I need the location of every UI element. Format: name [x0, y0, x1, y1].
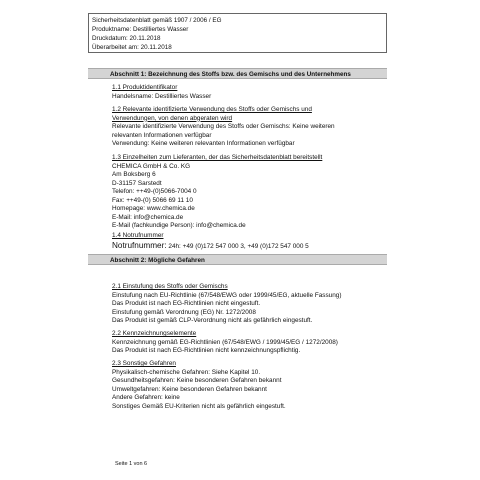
- s12-heading-a: 1.2 Relevante identifizierte Verwendung des Stoffs oder Gemischs und: [112, 106, 312, 113]
- s22-heading: 2.2 Kennzeichnungselemente: [112, 330, 197, 337]
- s11-trade-name: Handelsname: Destilliertes Wasser: [112, 92, 212, 100]
- s12-heading-b: Verwendungen, von denen abgeraten wird: [112, 114, 233, 122]
- header-product: Produktname: Destilliertes Wasser: [92, 26, 189, 33]
- section-2-band: [88, 254, 387, 265]
- s13-homepage: Homepage: www.chemica.de: [112, 205, 195, 212]
- section-1-3: [112, 154, 382, 231]
- s21-heading: 2.1 Einstufung des Stoffs oder Gemischs: [112, 283, 228, 290]
- s23-line-4: Andere Gefahren: keine: [112, 394, 180, 401]
- section-2-2: [112, 330, 382, 356]
- page-number: Seite 1 von 6: [115, 461, 148, 467]
- s12-line-2: relevanten Informationen verfügbar: [112, 131, 212, 139]
- header-revision-date: Überarbeitet am: 20.11.2018: [92, 44, 172, 51]
- s21-line-1: Einstufung nach EU-Richtlinie (67/548/EWG oder 1999/45/EG, aktuelle Fassung): [112, 291, 342, 299]
- section-2-3: [112, 360, 382, 411]
- s13-street: Am Boksberg 6: [112, 171, 156, 178]
- s13-fax: Fax: ++49-(0) 5066 69 11 10: [112, 196, 193, 204]
- section-1-band: [88, 68, 387, 79]
- header-print-date: Druckdatum: 20.11.2018: [92, 35, 161, 42]
- s12-line-1: Relevante identifizierte Verwendung des Stoffs oder Gemischs: Keine weiteren: [112, 123, 335, 130]
- s22-line-1: Kennzeichnung gemäß EG-Richtlinien (67/548/EWG / 1999/45/EG / 1272/2008): [112, 338, 338, 346]
- s23-line-5: Sonstiges Gemäß EU-Kriterien nicht als gefährlich eingestuft.: [112, 402, 286, 410]
- s21-line-2: Das Produkt ist nach EG-Richtlinien nicht eingestuft.: [112, 300, 261, 307]
- section-1-1: [112, 84, 382, 101]
- s23-line-3: Umweltgefahren: Keine besonderen Gefahren bekannt: [112, 385, 267, 393]
- s13-email-tech: E-Mail (fachkundige Person): info@chemica.de: [112, 222, 246, 229]
- s23-line-1: Physikalisch-chemische Gefahren: Siehe Kapitel 10.: [112, 368, 261, 376]
- s13-city: D-31157 Sarstedt: [112, 179, 162, 187]
- s21-line-3: Einstufung gemäß Verordnung (EG) Nr. 1272/2008: [112, 308, 256, 316]
- section-1-2: [112, 106, 382, 149]
- s13-company: CHEMICA GmbH & Co. KG: [112, 162, 191, 170]
- document-header: [88, 13, 387, 53]
- s21-line-4: Das Produkt ist gemäß CLP-Verordnung nicht als gefährlich eingestuft.: [112, 317, 313, 324]
- s12-line-3: Verwendung: Keine weiteren relevanten Informationen verfügbar: [112, 140, 295, 147]
- section-2-1: [112, 283, 382, 326]
- s23-line-2: Gesundheitsgefahren: Keine besonderen Gefahren bekannt: [112, 377, 282, 384]
- s13-email: E-Mail: info@chemica.de: [112, 213, 184, 221]
- section-2-title: Abschnitt 2: Mögliche Gefahren: [110, 257, 205, 264]
- s14-label: Notrufnummer:: [112, 240, 167, 250]
- s13-phone: Telefon: ++49-(0)5066-7004 0: [112, 188, 197, 195]
- s14-value: 24h: +49 (0)172 547 000 3, +49 (0)172 547 000 5: [166, 242, 309, 250]
- section-1-title: Abschnitt 1: Bezeichnung des Stoffs bzw. des Gemischs und des Unternehmens: [110, 71, 351, 78]
- s13-heading: 1.3 Einzelheiten zum Lieferanten, der das Sicherheitsdatenblatt bereitstellt: [112, 154, 323, 161]
- s22-line-2: Das Produkt ist nach EG-Richtlinien nicht kennzeichnungspflichtig.: [112, 347, 301, 354]
- header-title: Sicherheitsdatenblatt gemäß 1907 / 2006 / EG: [92, 17, 222, 24]
- section-1-4: [112, 232, 382, 252]
- s23-heading: 2.3 Sonstige Gefahren: [112, 360, 176, 367]
- s11-heading: 1.1 Produktidentifikator: [112, 84, 178, 91]
- s14-heading: 1.4 Notrufnummer: [112, 232, 164, 239]
- s14-emergency-line: [112, 241, 382, 252]
